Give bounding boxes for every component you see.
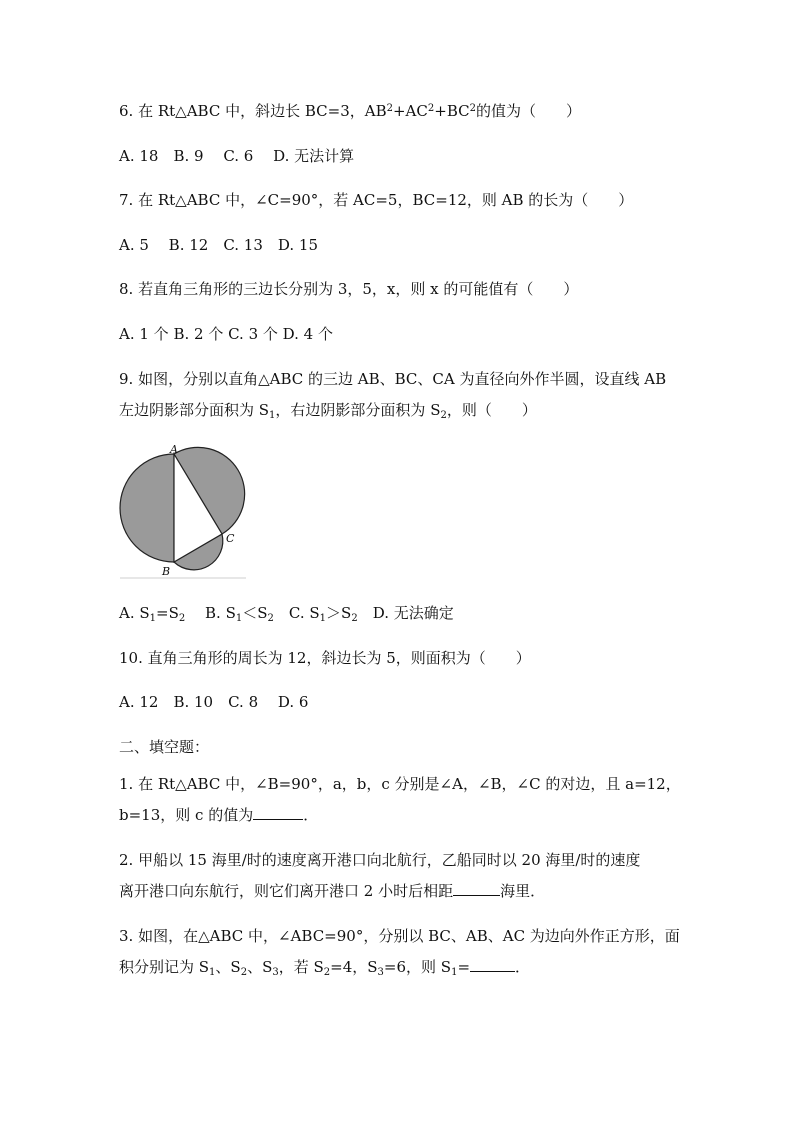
fill-2-text: 海里． (500, 882, 546, 900)
subscript: 2 (178, 613, 186, 624)
answer-blank[interactable] (253, 805, 303, 820)
q6-text: 6. 在 Rt△ABC 中，斜边长 BC=3，AB (119, 102, 387, 120)
question-9-line1: 9. 如图，分别以直角△ABC 的三边 AB、BC、CA 为直径向外作半圆，设直线 AB (119, 370, 667, 388)
q6-text: +BC (434, 102, 470, 120)
triangle-semicircles-diagram (118, 442, 250, 582)
subscript: 1 (451, 967, 458, 978)
subscript: 3 (272, 967, 279, 978)
subscript: 1 (269, 410, 276, 421)
label-b: B (162, 565, 171, 578)
fill-3-text: 积分别记为 S (119, 958, 210, 976)
subscript: 2 (240, 967, 248, 978)
q8-options: A. 1 个 B. 2 个 C. 3 个 D. 4 个 (119, 325, 333, 343)
subscript: 2 (267, 613, 274, 624)
q9-text: ，则（ ） (446, 401, 537, 419)
subscript: 1 (235, 613, 243, 624)
q6-text: 的值为（ ） (475, 102, 581, 120)
q9-option-a: A. S (119, 604, 150, 622)
question-10: 10. 直角三角形的周长为 12，斜边长为 5，则面积为（ ） (119, 649, 531, 667)
q6-text: +AC (392, 102, 428, 120)
q9-option-c: C. S (273, 604, 320, 622)
superscript: 2 (386, 103, 393, 114)
q9-option-c: ＞S (326, 604, 352, 622)
q9-options (119, 603, 454, 623)
fill-3-text: ，若 S (278, 958, 324, 976)
subscript: 2 (351, 613, 358, 624)
subscript: 1 (149, 613, 157, 624)
question-8: 8. 若直角三角形的三边长分别为 3，5，x，则 x 的可能值有（ ） (119, 280, 579, 298)
subscript: 2 (440, 410, 447, 421)
question-7: 7. 在 Rt△ABC 中，∠C=90°，若 AC=5，BC=12，则 AB 的长为（ ） (119, 191, 634, 209)
q9-option-b: B. S (185, 604, 236, 622)
section-title: 二、填空题： (119, 738, 210, 756)
fill-2-text: 离开港口向东航行，则它们离开港口 2 小时后相距 (119, 882, 454, 900)
fill-1-text: b=13，则 c 的值为 (119, 806, 254, 824)
fill-3-text: =6，则 S (383, 958, 452, 976)
subscript: 3 (377, 967, 384, 978)
label-c: C (226, 532, 235, 545)
fill-3-line2 (119, 957, 530, 977)
q9-text: ，右边阴影部分面积为 S (275, 401, 441, 419)
fill-3-text: 、S (247, 958, 273, 976)
subscript: 2 (323, 967, 331, 978)
fill-3-text: 、S (215, 958, 241, 976)
answer-blank[interactable] (453, 881, 500, 896)
fill-2-line1: 2. 甲船以 15 海里/时的速度离开港口向北航行，乙船同时以 20 海里/时的速度 (119, 851, 641, 869)
superscript: 2 (469, 103, 476, 114)
label-a: A (170, 443, 178, 456)
question-9-line2 (119, 400, 537, 420)
fill-1-text: ． (303, 806, 319, 824)
fill-1-line1: 1. 在 Rt△ABC 中，∠B=90°，a，b，c 分别是∠A，∠B，∠C 的对边，且 a=12， (119, 775, 681, 793)
q10-options: A. 12 B. 10 C. 8 D. 6 (119, 693, 309, 711)
fill-3-text: = (457, 958, 471, 976)
q7-options: A. 5 B. 12 C. 13 D. 15 (119, 236, 319, 254)
q9-option-a: =S (156, 604, 179, 622)
fill-3-text: ． (515, 958, 531, 976)
question-6 (119, 101, 581, 121)
subscript: 1 (209, 967, 216, 978)
q6-options: A. 18 B. 9 C. 6 D. 无法计算 (119, 147, 355, 165)
q9-option-b: ＜S (242, 604, 268, 622)
answer-blank[interactable] (470, 957, 515, 972)
fill-3-text: =4，S (330, 958, 378, 976)
semicircles-figure (118, 442, 250, 582)
q9-option-d: D. 无法确定 (357, 604, 454, 622)
left-semicircle-shade (120, 454, 174, 562)
fill-1-line2 (119, 805, 318, 825)
subscript: 1 (319, 613, 327, 624)
superscript: 2 (427, 103, 435, 114)
q9-text: 左边阴影部分面积为 S (119, 401, 270, 419)
fill-2-line2 (119, 881, 545, 901)
fill-3-line1: 3. 如图，在△ABC 中，∠ABC=90°，分别以 BC、AB、AC 为边向外作正方形，面 (119, 927, 680, 945)
